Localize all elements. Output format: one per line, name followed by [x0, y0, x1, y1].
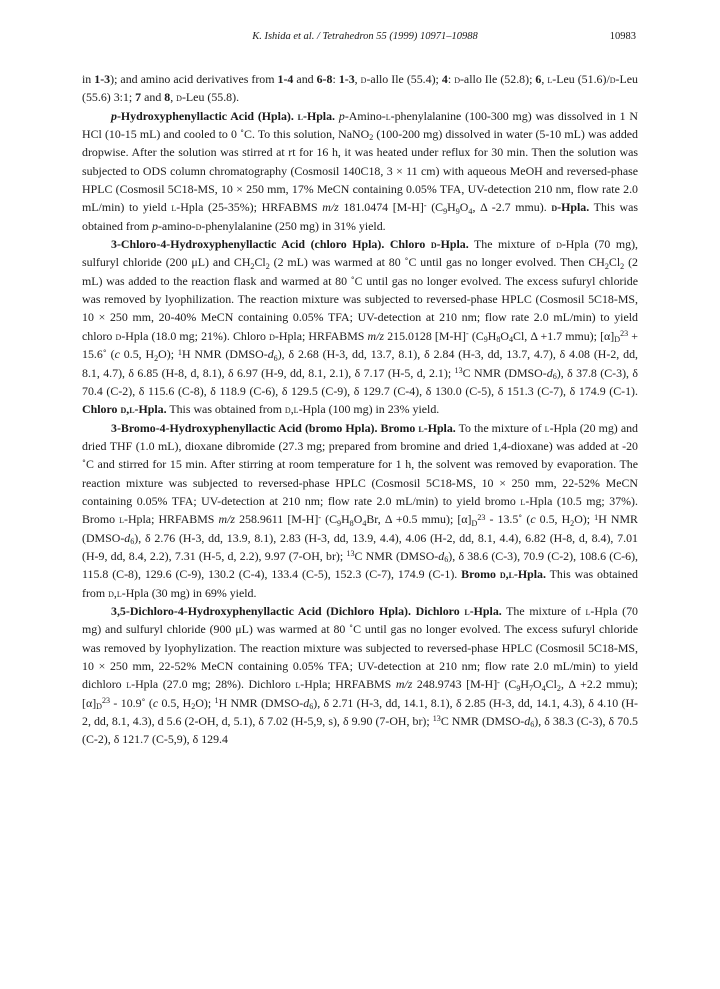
paragraph-hpla: p-Hydroxyphenyllactic Acid (Hpla). l-Hpla. p-Amino-l-phenylalanine (100-300 mg) was dissolved in 1 N HCl (10-15 mL) and cooled to 0 ˚C. To this solution, NaNO$_2$ (100-200 mg) dissolved in water (5-10 mL) was added dropwise. After the solution was stirred at rt for 16 h, it was heated under reflux for 30 min. Then the solution was subjected to ODS column chromatography (Cosmosil 140C18, 3 × 11 cm) with aqueous MeOH and reversed-phase HPLC (Cosmosil 5C18-MS, 10 × 250 mm, 17% MeCN containing 0.05% TFA, UV-detection 210 nm, flow rate 2.0 mL/min) to yield l-Hpla (25-35%); HRFABMS m/z 181.0474 [M-H]- ($C_9H_9O_4$, Δ -2.7 mmu). d-Hpla. This was obtained from p-amino-d-phenylalanine (250 mg) in 31% yield. — [82, 108, 639, 233]
paragraph-bromo-hpla: 3-Bromo-4-Hydroxyphenyllactic Acid (bromo Hpla). Bromo l-Hpla. To the mixture of l-Hpla (20 mg) and dried THF (1.0 mL), dioxane dibromide (27.3 mg; prepared from bromine and dried 1,4-dioxane) was added at -20 ˚C and stirred for 15 min. After stirring at room temperature for 1 h, the solvent was removed by evaporation. The reaction mixture was subjected to reversed-phase HPLC (Cosmosil 5C18-MS, 10 × 250 mm, 22-52% MeCN containing 0.05% TFA; UV-detection at 210 nm; flow rate 2.0 mL/min) to yield bromo l-Hpla (10.5 mg; 37%). Bromo l-Hpla; HRFABMS m/z 258.9611 [M-H]- ($C_9H_8O_4Br$, Δ +0.5 mmu); $[\alpha]_D^{23}$ - 13.5˚ (c 0.5, $H_2O$); $^1$H NMR $(DMSO-d_6)$, δ 2.76 (H-3, dd, 13.9, 8.1), 2.83 (H-3, dd, 13.9, 4.4), 4.06 (H-2, dd, 8.1, 4.4), 6.82 (H-8, d, 8.4), 7.01 (H-9, dd, 8.4, 2.2), 7.31 (H-5, d, 2.2), 9.97 (7-OH, br); $^{13}$C NMR $(DMSO-d_6)$, δ 38.6 (C-3), 70.9 (C-2), 108.6 (C-6), 115.8 (C-8), 129.6 (C-9), 130.2 (C-4), 133.4 (C-5), 152.3 (C-7), 174.9 (C-1). Bromo d,l-Hpla. This was obtained from d,l-Hpla (30 mg) in 69% yield. — [82, 420, 639, 600]
page-number: 10983 — [609, 31, 636, 42]
section-heading-hpla: p-Hydroxyphenyllactic Acid (Hpla). l-Hpla. — [111, 108, 336, 123]
section-heading-dichloro-hpla: 3,5-Dichloro-4-Hydroxyphenyllactic Acid (Dichloro Hpla). Dichloro l-Hpla. — [111, 603, 502, 618]
article-body — [82, 70, 638, 749]
paragraph-chloro-hpla: 3-Chloro-4-Hydroxyphenyllactic Acid (chloro Hpla). Chloro d-Hpla. The mixture of d-Hpla (70 mg), sulfuryl chloride (200 μL) and $CH_2Cl_2$ (2 mL) was warmed at 80 ˚C until gas no longer evolved. Then $CH_2Cl_2$ (2 mL) was added to the reaction flask and warmed at 80 ˚C until gas no longer evolved. The excess sufuryl chloride was removed by lyophilization. The reaction mixture was subjected to reversed-phase HPLC (Cosmosil 5C18-MS, 10 × 250 mm, 20-40% MeCN containing 0.05% TFA; UV-detection at 210 nm; flow rate 2.0 mL/min) to yield chloro d-Hpla (18.0 mg; 21%). Chloro d-Hpla; HRFABMS m/z 215.0128 [M-H]- ($C_9H_8O_4Cl$, Δ +1.7 mmu); $[\alpha]_D^{23}$ + 15.6˚ (c 0.5, $H_2O$); $^1$H NMR $(DMSO-d_6)$, δ 2.68 (H-3, dd, 13.7, 8.1), δ 2.84 (H-3, dd, 13.7, 4.7), δ 4.08 (H-2, dd, 8.1, 4.7), δ 6.85 (H-8, d, 8.1), δ 6.97 (H-9, dd, 8.1, 2.1), δ 7.17 (H-5, d, 2.1); $^{13}$C NMR $(DMSO-d_6)$, δ 37.8 (C-3), δ 70.4 (C-2), δ 115.6 (C-8), δ 118.9 (C-6), δ 129.5 (C-9), δ 129.7 (C-4), δ 130.0 (C-5), δ 151.3 (C-7), δ 174.9 (C-1). Chloro d,l-Hpla. This was obtained from d,l-Hpla (100 mg) in 23% yield. — [82, 237, 639, 417]
section-heading-chloro-hpla: 3-Chloro-4-Hydroxyphenyllactic Acid (chloro Hpla). Chloro d-Hpla. — [111, 237, 469, 252]
running-head — [94, 31, 636, 47]
section-heading-bromo-hpla: 3-Bromo-4-Hydroxyphenyllactic Acid (bromo Hpla). Bromo l-Hpla. — [111, 420, 456, 435]
journal-citation: K. Ishida et al. / Tetrahedron 55 (1999) 10971–10988 — [252, 31, 478, 42]
paragraph-dichloro-hpla: 3,5-Dichloro-4-Hydroxyphenyllactic Acid (Dichloro Hpla). Dichloro l-Hpla. The mixture of l-Hpla (70 mg) and sulfuryl chloride (900 μL) was warmed at 80 ˚C until gas no longer evolved. The excess sufuryl chloride was removed by lyophylization. The reaction mixture was subjected to reversed-phase HPLC (Cosmosil 5C18-MS, 10 × 250 mm, 22-52% MeCN containing 0.05% TFA; UV-detection at 210 nm; flow rate 2.0 mL/min) to yield dichloro l-Hpla (27.0 mg; 28%). Dichloro l-Hpla; HRFABMS m/z 248.9743 [M-H]- ($C_9H_7O_4Cl_2$, Δ +2.2 mmu); $[\alpha]_D^{23}$ - 10.9˚ (c 0.5, $H_2O$); $^1$H NMR $(DMSO-d_6)$, δ 2.71 (H-3, dd, 14.1, 8.1), δ 2.85 (H-3, dd, 14.1, 4.3), δ 4.10 (H-2, dd, 8.1, 4.3), d 5.6 (2-OH, d, 5.1), δ 7.02 (H-5,9, s), δ 9.90 (7-OH, br); $^{13}$C NMR $(DMSO-d_6)$, δ 38.3 (C-3), δ 70.5 (C-2), δ 121.7 (C-5,9), δ 129.4 — [82, 603, 638, 747]
paragraph-amino-acid-derivatives: in 1-3); and amino acid derivatives from 1-4 and 6-8: 1-3, d-allo Ile (55.4); 4: d-allo Ile (52.8); 6, l-Leu (51.6)/d-Leu (55.6) 3:1; 7 and 8, d-Leu (55.8). — [82, 72, 638, 105]
